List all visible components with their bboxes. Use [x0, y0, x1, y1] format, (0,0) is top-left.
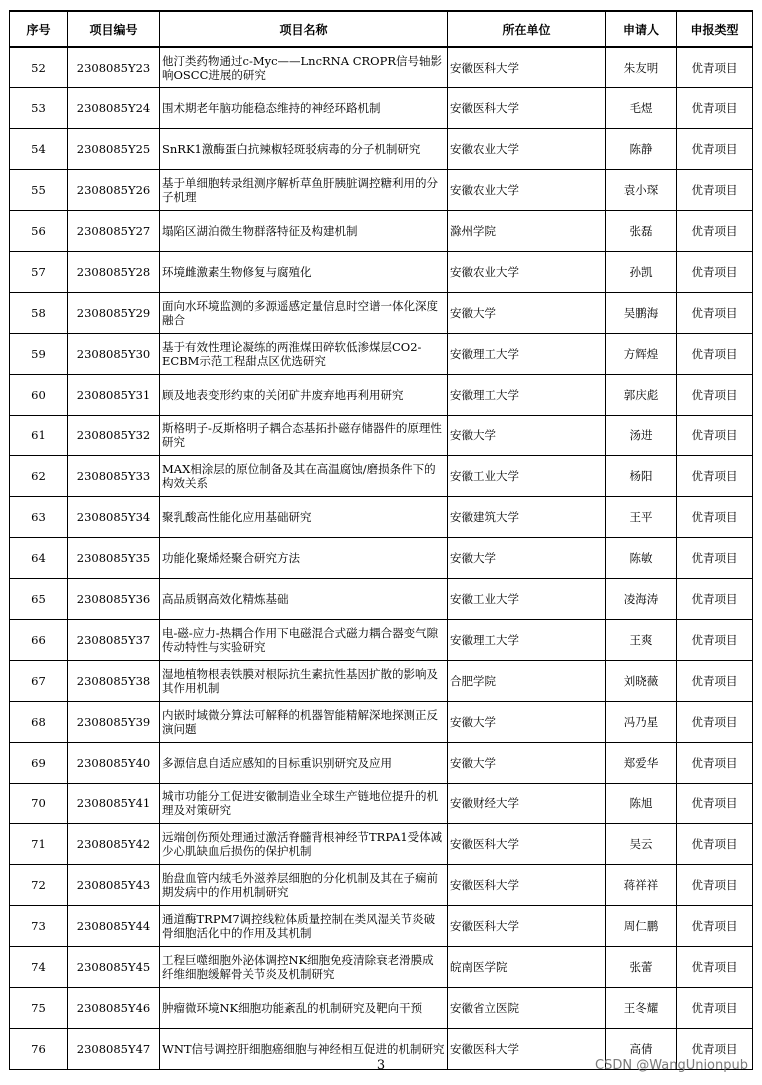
cell-seq: 72 — [10, 865, 68, 906]
table-row — [10, 47, 753, 88]
cell-unit: 安徽农业大学 — [448, 129, 606, 170]
cell-type: 优青项目 — [677, 987, 753, 1028]
header-unit: 所在单位 — [448, 11, 606, 47]
cell-code: 2308085Y25 — [68, 129, 160, 170]
cell-type: 优青项目 — [677, 865, 753, 906]
cell-seq: 76 — [10, 1028, 68, 1069]
cell-code: 2308085Y35 — [68, 538, 160, 579]
cell-unit: 安徽工业大学 — [448, 456, 606, 497]
table-row — [10, 374, 753, 415]
cell-applicant: 吴云 — [606, 824, 677, 865]
cell-seq: 53 — [10, 88, 68, 129]
table-row — [10, 701, 753, 742]
cell-type: 优青项目 — [677, 333, 753, 374]
cell-type: 优青项目 — [677, 88, 753, 129]
table-row — [10, 619, 753, 660]
cell-code: 2308085Y45 — [68, 947, 160, 988]
cell-type: 优青项目 — [677, 497, 753, 538]
cell-seq: 68 — [10, 701, 68, 742]
cell-applicant: 王平 — [606, 497, 677, 538]
cell-code: 2308085Y30 — [68, 333, 160, 374]
cell-project-name: 内嵌时域微分算法可解释的机器智能精解深地探测正反演问题 — [160, 701, 448, 742]
cell-code: 2308085Y47 — [68, 1028, 160, 1069]
table-header-row — [10, 11, 753, 47]
cell-applicant: 冯乃星 — [606, 701, 677, 742]
table-row — [10, 906, 753, 947]
cell-code: 2308085Y46 — [68, 987, 160, 1028]
cell-type: 优青项目 — [677, 374, 753, 415]
table-body — [10, 47, 753, 1069]
cell-applicant: 张磊 — [606, 211, 677, 252]
cell-type: 优青项目 — [677, 211, 753, 252]
cell-seq: 69 — [10, 742, 68, 783]
table-row — [10, 824, 753, 865]
cell-applicant: 周仁鹏 — [606, 906, 677, 947]
cell-type: 优青项目 — [677, 579, 753, 620]
cell-project-name: 高品质钢高效化精炼基础 — [160, 579, 448, 620]
cell-unit: 安徽医科大学 — [448, 824, 606, 865]
header-name: 项目名称 — [160, 11, 448, 47]
cell-type: 优青项目 — [677, 906, 753, 947]
cell-type: 优青项目 — [677, 619, 753, 660]
table-row — [10, 742, 753, 783]
cell-seq: 59 — [10, 333, 68, 374]
cell-applicant: 吴鹏海 — [606, 292, 677, 333]
cell-code: 2308085Y37 — [68, 619, 160, 660]
cell-project-name: 多源信息自适应感知的目标重识别研究及应用 — [160, 742, 448, 783]
cell-unit: 安徽理工大学 — [448, 374, 606, 415]
table-row — [10, 538, 753, 579]
cell-project-name: 功能化聚烯烃聚合研究方法 — [160, 538, 448, 579]
cell-type: 优青项目 — [677, 415, 753, 456]
cell-seq: 58 — [10, 292, 68, 333]
cell-code: 2308085Y32 — [68, 415, 160, 456]
cell-applicant: 蒋祥祥 — [606, 865, 677, 906]
table-row — [10, 865, 753, 906]
cell-seq: 61 — [10, 415, 68, 456]
cell-unit: 滁州学院 — [448, 211, 606, 252]
cell-unit: 皖南医学院 — [448, 947, 606, 988]
cell-code: 2308085Y31 — [68, 374, 160, 415]
table-row — [10, 579, 753, 620]
table-row — [10, 333, 753, 374]
table-row — [10, 129, 753, 170]
cell-type: 优青项目 — [677, 47, 753, 88]
cell-seq: 71 — [10, 824, 68, 865]
cell-unit: 安徽工业大学 — [448, 579, 606, 620]
cell-applicant: 郑爱华 — [606, 742, 677, 783]
cell-project-name: WNT信号调控肝细胞癌细胞与神经相互促进的机制研究 — [160, 1028, 448, 1069]
page-number: 3 — [376, 1058, 386, 1073]
cell-project-name: 聚乳酸高性能化应用基础研究 — [160, 497, 448, 538]
cell-type: 优青项目 — [677, 129, 753, 170]
cell-applicant: 朱友明 — [606, 47, 677, 88]
cell-project-name: 远端创伤预处理通过激活脊髓背根神经节TRPA1受体减少心肌缺血后损伤的保护机制 — [160, 824, 448, 865]
cell-project-name: 湿地植物根表铁膜对根际抗生素抗性基因扩散的影响及其作用机制 — [160, 660, 448, 701]
cell-applicant: 汤进 — [606, 415, 677, 456]
cell-code: 2308085Y36 — [68, 579, 160, 620]
cell-applicant: 杨阳 — [606, 456, 677, 497]
cell-code: 2308085Y29 — [68, 292, 160, 333]
table-row — [10, 660, 753, 701]
cell-applicant: 陈敏 — [606, 538, 677, 579]
cell-seq: 64 — [10, 538, 68, 579]
header-applicant: 申请人 — [606, 11, 677, 47]
cell-project-name: 基于有效性理论凝练的两淮煤田碎软低渗煤层CO2-ECBM示范工程甜点区优选研究 — [160, 333, 448, 374]
cell-seq: 55 — [10, 170, 68, 211]
cell-seq: 56 — [10, 211, 68, 252]
cell-unit: 安徽医科大学 — [448, 47, 606, 88]
cell-project-name: SnRK1激酶蛋白抗辣椒轻斑驳病毒的分子机制研究 — [160, 129, 448, 170]
cell-applicant: 孙凯 — [606, 251, 677, 292]
cell-unit: 安徽大学 — [448, 415, 606, 456]
cell-seq: 63 — [10, 497, 68, 538]
cell-project-name: 围术期老年脑功能稳态维持的神经环路机制 — [160, 88, 448, 129]
cell-code: 2308085Y41 — [68, 783, 160, 824]
cell-applicant: 凌海涛 — [606, 579, 677, 620]
cell-seq: 75 — [10, 987, 68, 1028]
table-row — [10, 88, 753, 129]
header-code: 项目编号 — [68, 11, 160, 47]
table-row — [10, 947, 753, 988]
cell-unit: 安徽大学 — [448, 292, 606, 333]
cell-code: 2308085Y42 — [68, 824, 160, 865]
cell-code: 2308085Y24 — [68, 88, 160, 129]
cell-unit: 安徽建筑大学 — [448, 497, 606, 538]
cell-code: 2308085Y27 — [68, 211, 160, 252]
cell-applicant: 王爽 — [606, 619, 677, 660]
cell-applicant: 陈旭 — [606, 783, 677, 824]
table-row — [10, 170, 753, 211]
cell-type: 优青项目 — [677, 251, 753, 292]
cell-code: 2308085Y43 — [68, 865, 160, 906]
cell-project-name: 工程巨噬细胞外泌体调控NK细胞免疫清除衰老滑膜成纤维细胞缓解骨关节炎及机制研究 — [160, 947, 448, 988]
cell-seq: 74 — [10, 947, 68, 988]
cell-unit: 安徽农业大学 — [448, 251, 606, 292]
cell-project-name: 城市功能分工促进安徽制造业全球生产链地位提升的机理及对策研究 — [160, 783, 448, 824]
cell-project-name: MAX相涂层的原位制备及其在高温腐蚀/磨损条件下的构效关系 — [160, 456, 448, 497]
header-type: 申报类型 — [677, 11, 753, 47]
cell-unit: 安徽农业大学 — [448, 170, 606, 211]
cell-unit: 安徽省立医院 — [448, 987, 606, 1028]
cell-unit: 安徽大学 — [448, 742, 606, 783]
cell-seq: 57 — [10, 251, 68, 292]
cell-applicant: 高倩 — [606, 1028, 677, 1069]
cell-type: 优青项目 — [677, 742, 753, 783]
cell-type: 优青项目 — [677, 783, 753, 824]
cell-project-name: 顾及地表变形约束的关闭矿井废弃地再利用研究 — [160, 374, 448, 415]
cell-code: 2308085Y33 — [68, 456, 160, 497]
cell-unit: 安徽理工大学 — [448, 619, 606, 660]
cell-seq: 62 — [10, 456, 68, 497]
cell-applicant: 王冬耀 — [606, 987, 677, 1028]
cell-applicant: 陈静 — [606, 129, 677, 170]
cell-applicant: 张蕾 — [606, 947, 677, 988]
cell-seq: 66 — [10, 619, 68, 660]
cell-unit: 安徽大学 — [448, 701, 606, 742]
cell-project-name: 肿瘤微环境NK细胞功能紊乱的机制研究及靶向干预 — [160, 987, 448, 1028]
table-row — [10, 415, 753, 456]
cell-applicant: 刘晓薇 — [606, 660, 677, 701]
table-row — [10, 251, 753, 292]
cell-type: 优青项目 — [677, 538, 753, 579]
header-seq: 序号 — [10, 11, 68, 47]
cell-code: 2308085Y34 — [68, 497, 160, 538]
cell-type: 优青项目 — [677, 947, 753, 988]
table-row — [10, 292, 753, 333]
cell-project-name: 基于单细胞转录组测序解析草鱼肝胰脏调控糖利用的分子机理 — [160, 170, 448, 211]
cell-code: 2308085Y38 — [68, 660, 160, 701]
cell-type: 优青项目 — [677, 701, 753, 742]
cell-code: 2308085Y26 — [68, 170, 160, 211]
cell-applicant: 袁小琛 — [606, 170, 677, 211]
cell-seq: 65 — [10, 579, 68, 620]
cell-unit: 安徽医科大学 — [448, 906, 606, 947]
cell-type: 优青项目 — [677, 1028, 753, 1069]
cell-type: 优青项目 — [677, 456, 753, 497]
cell-unit: 安徽大学 — [448, 538, 606, 579]
cell-code: 2308085Y39 — [68, 701, 160, 742]
table-row — [10, 211, 753, 252]
cell-project-name: 通道酶TRPM7调控线粒体质量控制在类风湿关节炎破骨细胞活化中的作用及其机制 — [160, 906, 448, 947]
cell-applicant: 毛煜 — [606, 88, 677, 129]
table-row — [10, 456, 753, 497]
cell-seq: 52 — [10, 47, 68, 88]
cell-project-name: 面向水环境监测的多源遥感定量信息时空谱一体化深度融合 — [160, 292, 448, 333]
cell-project-name: 斯格明子-反斯格明子耦合态基拓扑磁存储器件的原理性研究 — [160, 415, 448, 456]
cell-code: 2308085Y40 — [68, 742, 160, 783]
projects-table — [9, 10, 753, 1070]
cell-unit: 安徽财经大学 — [448, 783, 606, 824]
table-row — [10, 987, 753, 1028]
table-row — [10, 497, 753, 538]
cell-seq: 73 — [10, 906, 68, 947]
cell-project-name: 胎盘血管内绒毛外滋养层细胞的分化机制及其在子痫前期发病中的作用机制研究 — [160, 865, 448, 906]
cell-unit: 安徽理工大学 — [448, 333, 606, 374]
table-row — [10, 783, 753, 824]
cell-project-name: 他汀类药物通过c-Myc——LncRNA CROPR信号轴影响OSCC进展的研究 — [160, 47, 448, 88]
cell-seq: 70 — [10, 783, 68, 824]
cell-unit: 合肥学院 — [448, 660, 606, 701]
cell-type: 优青项目 — [677, 824, 753, 865]
cell-project-name: 环境雌激素生物修复与腐殖化 — [160, 251, 448, 292]
cell-unit: 安徽医科大学 — [448, 865, 606, 906]
cell-applicant: 郭庆彪 — [606, 374, 677, 415]
cell-type: 优青项目 — [677, 170, 753, 211]
cell-unit: 安徽医科大学 — [448, 88, 606, 129]
cell-seq: 67 — [10, 660, 68, 701]
cell-project-name: 电-磁-应力-热耦合作用下电磁混合式磁力耦合器变气隙传动特性与实验研究 — [160, 619, 448, 660]
cell-project-name: 塌陷区湖泊微生物群落特征及构建机制 — [160, 211, 448, 252]
cell-unit: 安徽医科大学 — [448, 1028, 606, 1069]
watermark: CSDN @WangUnionpub — [595, 1058, 748, 1073]
cell-code: 2308085Y23 — [68, 47, 160, 88]
cell-code: 2308085Y44 — [68, 906, 160, 947]
cell-seq: 60 — [10, 374, 68, 415]
cell-applicant: 方辉煌 — [606, 333, 677, 374]
cell-seq: 54 — [10, 129, 68, 170]
cell-code: 2308085Y28 — [68, 251, 160, 292]
cell-type: 优青项目 — [677, 292, 753, 333]
cell-type: 优青项目 — [677, 660, 753, 701]
